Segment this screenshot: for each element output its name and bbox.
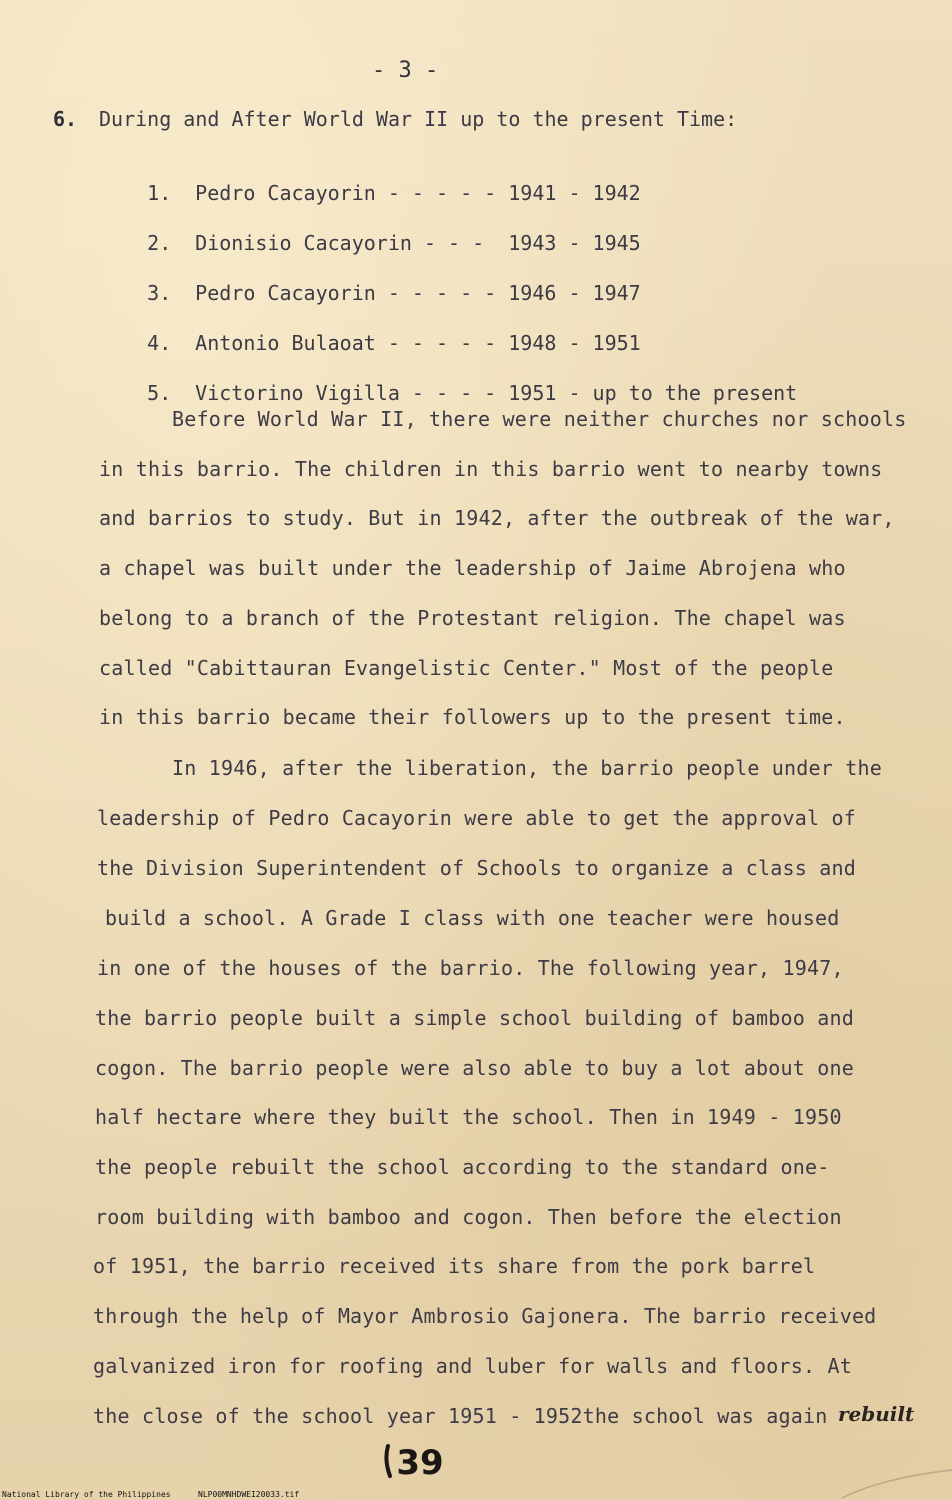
body-line: the Division Superintendent of Schools to organize a class and <box>97 856 856 880</box>
body-line: room building with bamboo and cogon. Then before the election <box>95 1205 842 1229</box>
body-line: of 1951, the barrio received its share from the pork barrel <box>93 1254 816 1278</box>
body-line: In 1946, after the liberation, the barrio people under the <box>172 756 882 780</box>
body-line: half hectare where they built the school. Then in 1949 - 1950 <box>95 1105 842 1129</box>
stamped-page-number <box>382 1440 454 1482</box>
body-line: in this barrio. The children in this barrio went to nearby towns <box>99 457 883 481</box>
body-line: and barrios to study. But in 1942, after the outbreak of the war, <box>99 506 895 530</box>
list-item-text: Pedro Cacayorin - - - - - 1946 - 1947 <box>195 281 641 305</box>
body-line: galvanized iron for roofing and luber for walls and floors. At <box>93 1354 852 1378</box>
body-line: through the help of Mayor Ambrosio Gajonera. The barrio received <box>93 1304 877 1328</box>
body-line: Before World War II, there were neither churches nor schools <box>172 407 907 431</box>
list-item-text: Dionisio Cacayorin - - - 1943 - 1945 <box>195 231 641 255</box>
list-item-number: 5. <box>147 381 172 405</box>
body-line: cogon. The barrio people were also able to buy a lot about one <box>95 1056 854 1080</box>
section-number: 6. <box>53 107 78 131</box>
section-heading: During and After World War II up to the present Time: <box>99 107 738 131</box>
body-line: called "Cabittauran Evangelistic Center." Most of the people <box>99 656 834 680</box>
footer-source: National Library of the Philippines <box>2 1490 171 1499</box>
body-line: the barrio people built a simple school building of bamboo and <box>95 1006 854 1030</box>
page-number: - 3 - <box>372 58 439 83</box>
body-line: the people rebuilt the school according to the standard one- <box>95 1155 830 1179</box>
body-line: the close of the school year 1951 - 1952the school was again <box>93 1404 828 1428</box>
list-item-number: 4. <box>147 331 172 355</box>
body-line: in this barrio became their followers up to the present time. <box>99 705 846 729</box>
list-item-text: Pedro Cacayorin - - - - - 1941 - 1942 <box>195 181 641 205</box>
list-item-number: 1. <box>147 181 172 205</box>
stamp-number: 39 <box>396 1443 444 1482</box>
list-item-number: 3. <box>147 281 172 305</box>
handwritten-note: rebuilt <box>838 1402 915 1426</box>
paper-edge-mark <box>842 1468 952 1500</box>
body-line: in one of the houses of the barrio. The following year, 1947, <box>97 956 844 980</box>
footer-filename: NLP00MNHDWEI20033.tif <box>198 1490 300 1499</box>
body-line: leadership of Pedro Cacayorin were able to get the approval of <box>97 806 856 830</box>
body-line: build a school. A Grade I class with one teacher were housed <box>105 906 840 930</box>
list-item-number: 2. <box>147 231 172 255</box>
body-line: belong to a branch of the Protestant religion. The chapel was <box>99 606 846 630</box>
list-item-text: Antonio Bulaoat - - - - - 1948 - 1951 <box>195 331 641 355</box>
list-item-text: Victorino Vigilla - - - - 1951 - up to the present <box>195 381 798 405</box>
body-line: a chapel was built under the leadership of Jaime Abrojena who <box>99 556 846 580</box>
